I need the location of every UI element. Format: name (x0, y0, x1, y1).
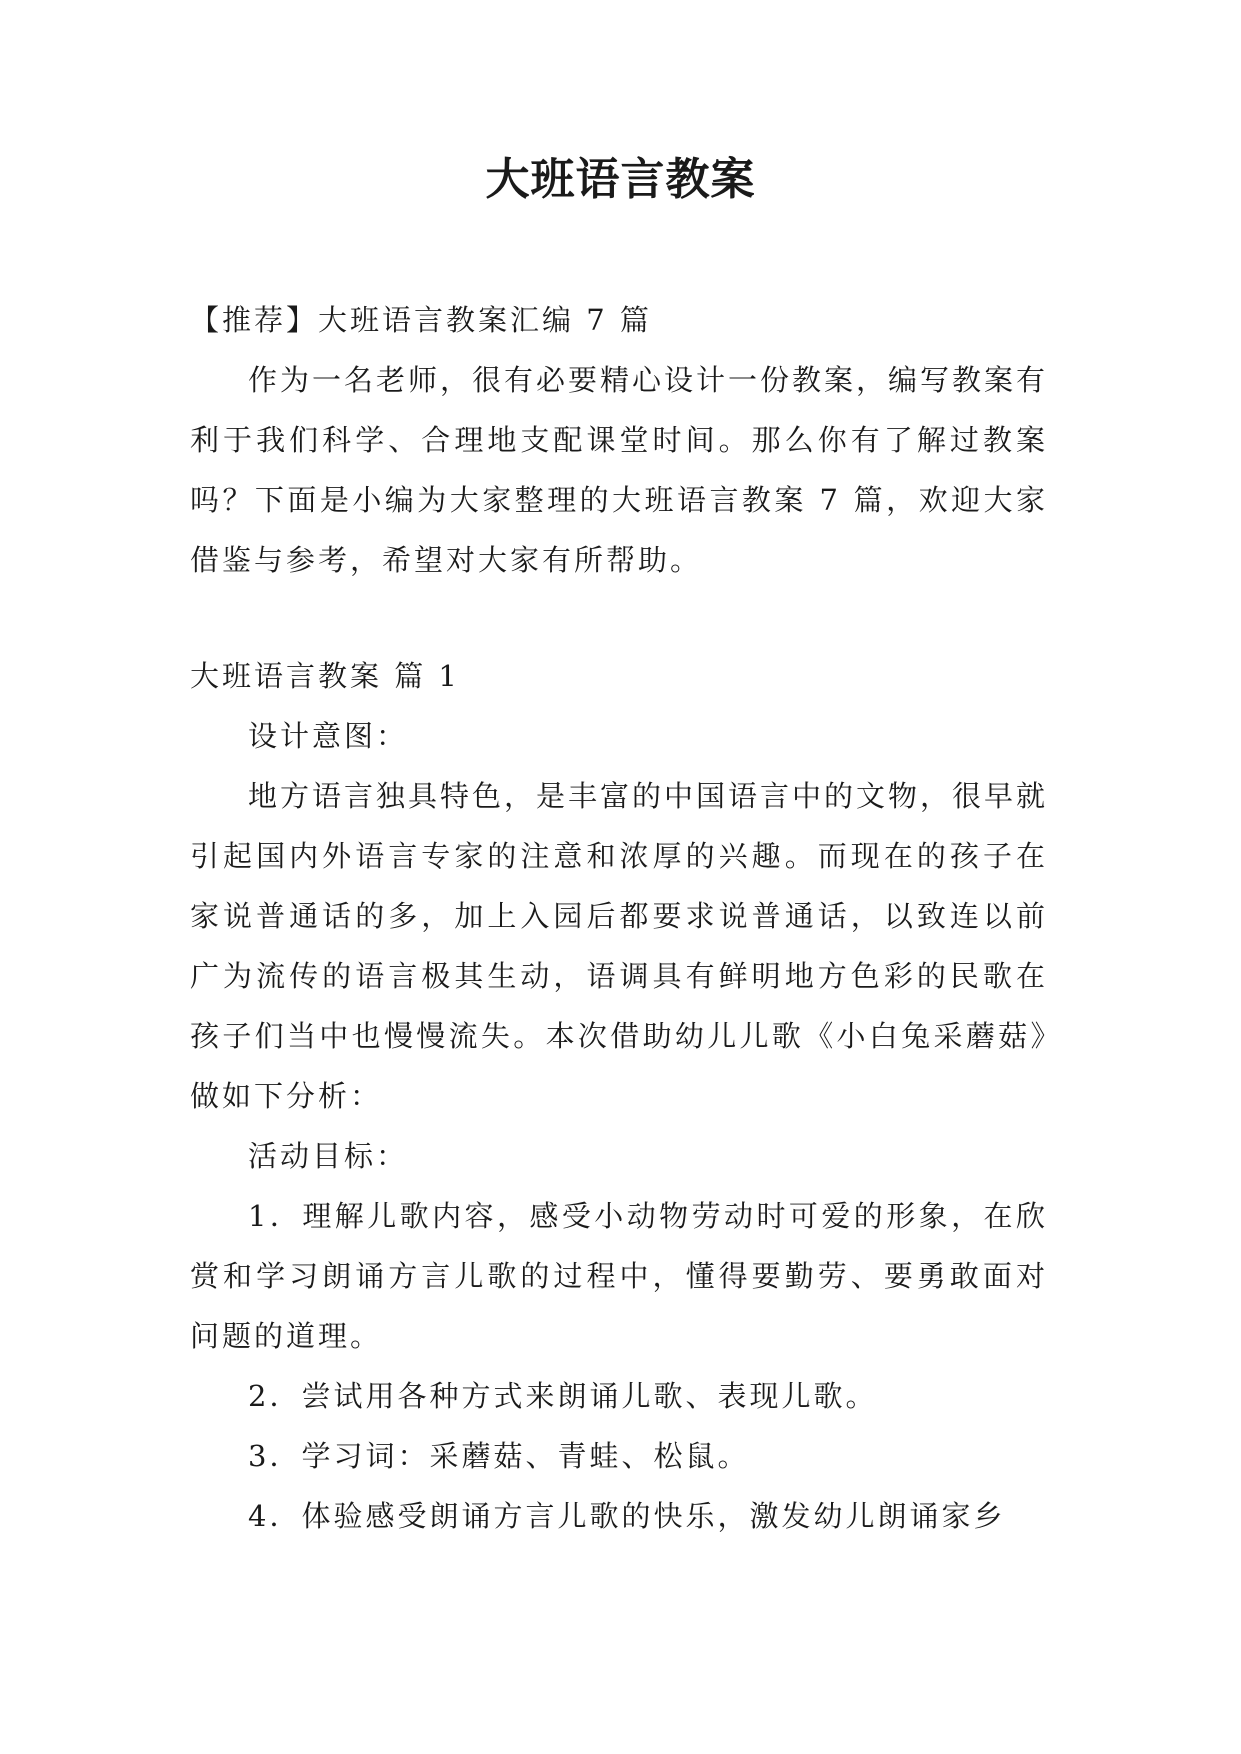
design-intent-paragraph: 地方语言独具特色，是丰富的中国语言中的文物，很早就引起国内外语言专家的注意和浓厚的兴趣。而现在的孩子在家说普通话的多，加上入园后都要求说普通话，以致连以前广为流传的语言极其生动，语调具有鲜明地方色彩的民歌在孩子们当中也慢慢流失。本次借助幼儿儿歌《小白兔采蘑菇》做如下分析： (190, 779, 1049, 1113)
goals-label: 活动目标： (248, 1139, 409, 1173)
goal-item: 1．理解儿歌内容，感受小动物劳动时可爱的形象，在欣赏和学习朗诵方言儿歌的过程中，懂得要勤劳、要勇敢面对问题的道理。 (190, 1199, 1048, 1353)
section-heading: 大班语言教案 篇 1 (190, 659, 460, 693)
document-subtitle: 【推荐】大班语言教案汇编 7 篇 (190, 303, 652, 337)
goal-item: 2．尝试用各种方式来朗诵儿歌、表现儿歌。 (248, 1379, 878, 1413)
goal-item: 4．体验感受朗诵方言儿歌的快乐，激发幼儿朗诵家乡 (248, 1499, 1006, 1533)
intro-paragraph: 作为一名老师，很有必要精心设计一份教案，编写教案有利于我们科学、合理地支配课堂时间。那么你有了解过教案吗？下面是小编为大家整理的大班语言教案 7 篇，欢迎大家借鉴与参考，希望对大家有所帮助。 (190, 363, 1049, 577)
document-title: 大班语言教案 (485, 154, 756, 205)
goal-item: 3．学习词：采蘑菇、青蛙、松鼠。 (248, 1439, 750, 1473)
design-intent-label: 设计意图： (248, 719, 409, 753)
document-body (190, 290, 1048, 1546)
